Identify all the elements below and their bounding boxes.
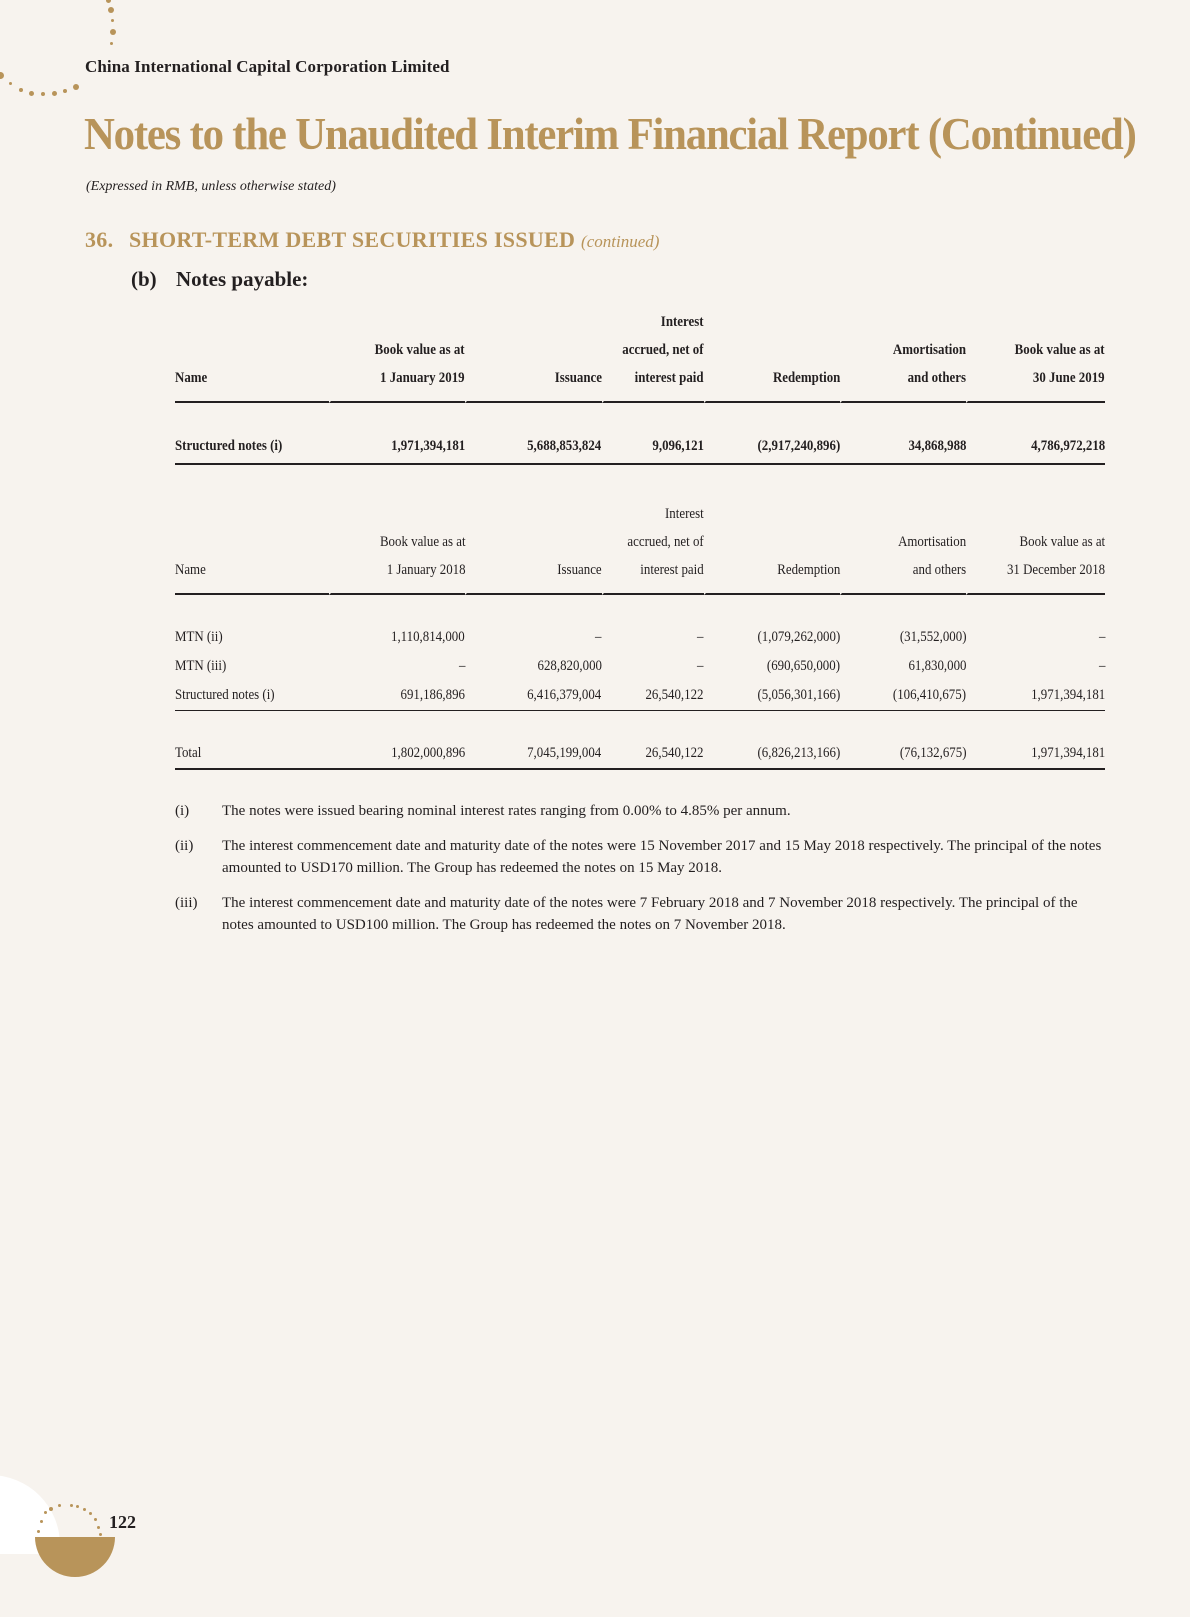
col-header-closing-balance: Book value as at 30 June 2019 <box>966 308 1105 403</box>
section-title: SHORT-TERM DEBT SECURITIES ISSUED <box>129 227 576 252</box>
col-header-amortisation: Amortisation and others <box>840 308 966 403</box>
section-continued: (continued) <box>581 232 660 251</box>
decorative-gold-half-disc <box>35 1537 115 1617</box>
notes-payable-table-2018 <box>175 500 1105 770</box>
section-number: 36. <box>85 227 114 252</box>
table-row: MTN (iii) – 628,820,000 – (690,650,000) 61,830,000 – <box>175 658 1105 674</box>
footnote-iii <box>175 892 1105 936</box>
col-header-interest-accrued: Interest accrued, net of interest paid <box>602 308 704 403</box>
footnote-ii <box>175 835 1105 879</box>
table-row: Structured notes (i) 691,186,896 6,416,379,004 26,540,122 (5,056,301,166) (106,410,675) 1,971,394,181 <box>175 681 1105 711</box>
col-header-amortisation: Amortisation and others <box>840 500 966 595</box>
footnote-i <box>175 800 1105 822</box>
col-header-issuance: Issuance <box>465 308 601 403</box>
section-heading <box>85 227 659 253</box>
footnotes <box>175 800 1105 949</box>
col-header-opening-balance: Book value as at 1 January 2018 <box>329 500 465 595</box>
footnote-label: (ii) <box>175 838 194 854</box>
table-row: MTN (ii) 1,110,814,000 – – (1,079,262,000) (31,552,000) – <box>175 629 1105 645</box>
table-total-row: Total 1,802,000,896 7,045,199,004 26,540,122 (6,826,213,166) (76,132,675) 1,971,394,181 <box>175 739 1105 770</box>
company-name: China International Capital Corporation Limited <box>85 57 450 76</box>
page-subtitle: (Expressed in RMB, unless otherwise stated) <box>86 179 336 194</box>
col-header-redemption: Redemption <box>704 308 840 403</box>
footnote-text: The notes were issued bearing nominal interest rates ranging from 0.00% to 4.85% per annum. <box>222 803 791 819</box>
col-header-opening-balance: Book value as at 1 January 2019 <box>329 308 465 403</box>
subsection-label: (b) <box>131 267 157 291</box>
footnote-text: The interest commencement date and maturity date of the notes were 7 February 2018 and 7 November 2018 respectively. The principal of the notes amounted to USD100 million. The Group has redeemed the notes on 7 November 2018. <box>222 895 1078 933</box>
footnote-label: (i) <box>175 803 190 819</box>
subsection-title: Notes payable: <box>176 267 309 291</box>
col-header-name: Name <box>175 308 329 403</box>
table-header-row <box>175 308 1105 403</box>
col-header-name: Name <box>175 500 329 595</box>
notes-payable-table-2019 <box>175 308 1105 465</box>
subsection-heading <box>131 267 308 292</box>
footnote-label: (iii) <box>175 895 198 911</box>
col-header-closing-balance: Book value as at 31 December 2018 <box>966 500 1105 595</box>
footnote-text: The interest commencement date and maturity date of the notes were 15 November 2017 and 15 May 2018 respectively. The principal of the notes amounted to USD170 million. The Group has redeemed the notes on 15 May 2018. <box>222 838 1102 876</box>
page-number: 122 <box>109 1512 136 1532</box>
page-title: Notes to the Unaudited Interim Financial Report (Continued) <box>84 108 1136 159</box>
col-header-issuance: Issuance <box>465 500 601 595</box>
table-header-row <box>175 500 1105 595</box>
col-header-redemption: Redemption <box>704 500 840 595</box>
col-header-interest-accrued: Interest accrued, net of interest paid <box>602 500 704 595</box>
table-row: Structured notes (i) 1,971,394,181 5,688,853,824 9,096,121 (2,917,240,896) 34,868,988 4,786,972,218 <box>175 431 1105 465</box>
